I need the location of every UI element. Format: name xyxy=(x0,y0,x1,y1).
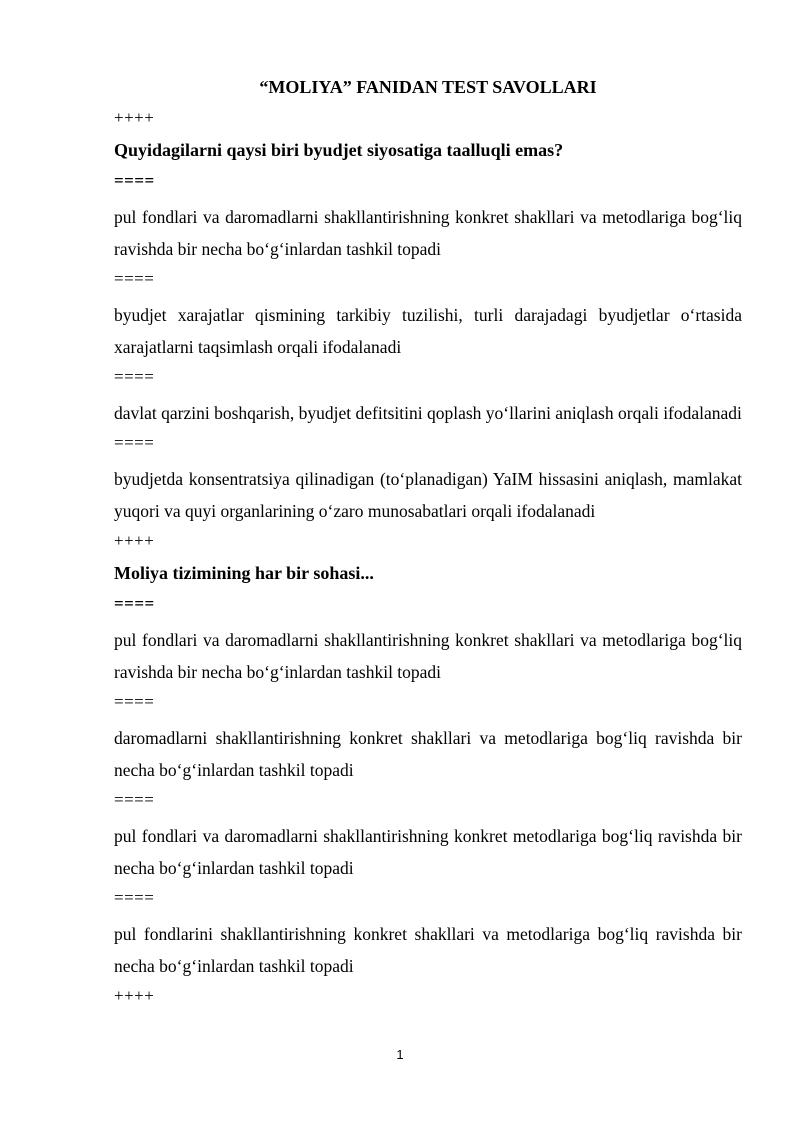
answer-marker: ==== xyxy=(114,790,155,809)
answer-marker: ==== xyxy=(114,692,155,711)
answer-marker: ==== xyxy=(114,269,155,288)
document-page xyxy=(114,74,742,1015)
answer-marker: ==== xyxy=(114,594,155,613)
answer-marker: ==== xyxy=(114,367,155,386)
answer-marker: ==== xyxy=(114,433,155,452)
answer-marker: ==== xyxy=(114,888,155,907)
answer-option: byudjetda konsentratsiya qilinadigan (to‘planadigan) YaIM hissasini aniqlash, mamlakat yuqori va quyi organlarining o‘zaro munosabatlari orqali ifodalanadi xyxy=(114,469,742,521)
page-number: 1 xyxy=(396,1047,404,1062)
question-marker: ++++ xyxy=(114,531,155,550)
question-marker: ++++ xyxy=(114,986,155,1005)
question-text: Moliya tizimining har bir sohasi... xyxy=(114,563,374,583)
answer-option: pul fondlari va daromadlarni shakllantirishning konkret shakllari va metodlariga bog‘liq ravishda bir necha bo‘g‘inlardan tashkil topadi xyxy=(114,207,742,259)
answer-option: byudjet xarajatlar qismining tarkibiy tuzilishi, turli darajadagi byudjetlar o‘rtasida xarajatlarni taqsimlash orqali ifodalanadi xyxy=(114,305,742,357)
answer-option: davlat qarzini boshqarish, byudjet defitsitini qoplash yo‘llarini aniqlash orqali ifodalanadi xyxy=(114,403,742,423)
answer-option: pul fondlari va daromadlarni shakllantirishning konkret metodlariga bog‘liq ravishda bir necha bo‘g‘inlardan tashkil topadi xyxy=(114,826,742,878)
question-text: Quyidagilarni qaysi biri byudjet siyosatiga taalluqli emas? xyxy=(114,140,564,160)
answer-option: pul fondlarini shakllantirishning konkret shakllari va metodlariga bog‘liq ravishda bir necha bo‘g‘inlardan tashkil topadi xyxy=(114,924,742,976)
document-title: “MOLIYA” FANIDAN TEST SAVOLLARI xyxy=(259,77,597,97)
answer-marker: ==== xyxy=(114,171,155,190)
answer-option: pul fondlari va daromadlarni shakllantirishning konkret shakllari va metodlariga bog‘liq ravishda bir necha bo‘g‘inlardan tashkil topadi xyxy=(114,630,742,682)
answer-option: daromadlarni shakllantirishning konkret shakllari va metodlariga bog‘liq ravishda bir necha bo‘g‘inlardan tashkil topadi xyxy=(114,728,742,780)
question-marker: ++++ xyxy=(114,108,155,127)
